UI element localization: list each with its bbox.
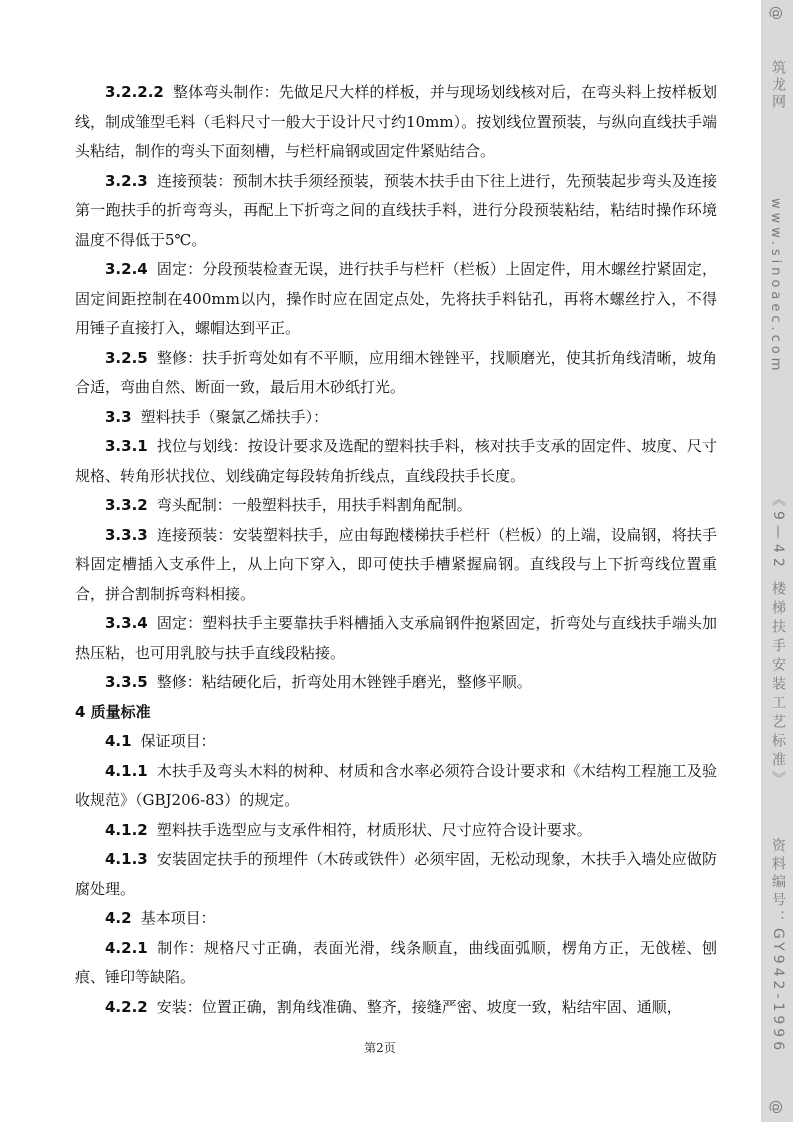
- paragraph: [75, 255, 717, 344]
- sidebar-site-name: 筑龙网: [770, 60, 786, 111]
- clause-text: 安装固定扶手的预埋件（木砖或铁件）必须牢固，无松动现象，木扶手入墙处应做防腐处理。: [75, 850, 717, 898]
- clause-number: 4.1.2: [105, 820, 148, 839]
- clause-text: 弯头配制：一般塑料扶手，用扶手料割角配制。: [156, 496, 472, 514]
- clause-text: 整体弯头制作：先做足尺大样的样板，并与现场划线核对后，在弯头料上按样板划线，制成雏型毛料（毛料尺寸一般大于设计尺寸约10mm）。按划线位置预装，与纵向直线扶手端头粘结，制作的弯头下面刻槽，与栏杆扁钢或固定件紧贴结合。: [75, 83, 717, 160]
- sidebar-at-top: @: [768, 6, 784, 23]
- clause-number: 3.2.3: [105, 171, 148, 190]
- section-heading-4: 4 质量标准: [75, 702, 151, 721]
- clause-text: 塑料扶手（聚氯乙烯扶手）：: [140, 407, 329, 426]
- paragraph: [75, 609, 717, 668]
- page-number: 第2页: [364, 1041, 396, 1055]
- clause-number: 4.2: [105, 909, 132, 927]
- sidebar-at-bottom: @: [768, 1100, 784, 1117]
- paragraph: [75, 727, 717, 757]
- clause-number: 3.3.1: [105, 437, 148, 455]
- paragraph: [75, 816, 717, 846]
- document-body: [75, 78, 717, 1022]
- sidebar-doc-title: 《9—42 楼梯扶手安装工艺标准》: [770, 492, 786, 791]
- clause-number: 4.1: [105, 732, 132, 750]
- paragraph: [75, 904, 717, 934]
- clause-number: 4.2.1: [105, 938, 148, 957]
- clause-number: 3.3.4: [105, 614, 148, 632]
- watermark-sidebar: [761, 0, 793, 1122]
- paragraph: [75, 491, 717, 521]
- clause-number: 3.2.2.2: [105, 83, 164, 101]
- clause-text: 木扶手及弯头木料的树种、材质和含水率必须符合设计要求和《木结构工程施工及验收规范》（GBJ206-83）的规定。: [75, 761, 717, 809]
- clause-text: 连接预装：安装塑料扶手，应由每跑楼梯扶手栏杆（栏板）的上端，设扁钢，将扶手料固定槽插入支承件上，从上向下穿入，即可使扶手槽紧握扁钢。直线段与上下折弯线位置重合，拼合割制拆弯料相接。: [75, 525, 717, 603]
- section-3-paragraphs: [75, 78, 717, 698]
- clause-number: 4.1.1: [105, 761, 148, 780]
- paragraph: [75, 668, 717, 698]
- clause-text: 整修：粘结硬化后，折弯处用木锉锉手磨光，整修平顺。: [156, 673, 532, 691]
- clause-text: 连接预装：预制木扶手须经预装，预装木扶手由下往上进行，先预装起步弯头及连接第一跑扶手的折弯弯头，再配上下折弯之间的直线扶手料，进行分段预装粘结，粘结时操作环境温度不得低于5℃。: [75, 171, 717, 249]
- clause-number: 3.2.4: [105, 260, 148, 278]
- clause-text: 固定：分段预装检查无误，进行扶手与栏杆（栏板）上固定件，用木螺丝拧紧固定，固定间距控制在400mm以内，操作时应在固定点处，先将扶手料钻孔，再将木螺丝拧入，不得用锤子直接打入，螺帽达到平正。: [75, 260, 717, 337]
- paragraph: [75, 757, 717, 816]
- clause-text: 塑料扶手选型应与支承件相符，材质形状、尺寸应符合设计要求。: [156, 820, 592, 839]
- clause-text: 安装：位置正确，割角线准确、整齐，接缝严密、坡度一致，粘结牢固、通顺，: [156, 997, 682, 1016]
- paragraph: [75, 78, 717, 167]
- clause-number: 3.3: [105, 407, 132, 426]
- section-4-paragraphs: [75, 727, 717, 1022]
- clause-text: 找位与划线：按设计要求及选配的塑料扶手料，核对扶手支承的固定件、坡度、尺寸规格、转角形状找位、划线确定每段转角折线点，直线段扶手长度。: [75, 437, 717, 485]
- clause-number: 4.1.3: [105, 850, 148, 868]
- paragraph: [75, 403, 717, 433]
- clause-text: 基本项目：: [140, 909, 216, 927]
- clause-text: 固定：塑料扶手主要靠扶手料槽插入支承扁钢件抱紧固定，折弯处与直线扶手端头加热压粘，也可用乳胶与扶手直线段粘接。: [75, 614, 717, 662]
- clause-text: 整修：扶手折弯处如有不平顺，应用细木锉锉平，找顺磨光，使其折角线清晰，坡角合适，弯曲自然、断面一致，最后用木砂纸打光。: [75, 348, 717, 396]
- paragraph: [75, 167, 717, 256]
- sidebar-doc-code: 资料编号：GY942-1996: [770, 838, 786, 1055]
- clause-number: 4.2.2: [105, 997, 148, 1016]
- paragraph: [75, 432, 717, 491]
- paragraph: [75, 845, 717, 904]
- clause-number: 3.2.5: [105, 348, 148, 367]
- paragraph: [75, 344, 717, 403]
- paragraph: [75, 521, 717, 610]
- clause-number: 3.3.2: [105, 496, 148, 514]
- clause-text: 制作：规格尺寸正确，表面光滑，线条顺直，曲线面弧顺，楞角方正，无戗槎、刨痕、锤印等缺陷。: [75, 938, 717, 986]
- clause-number: 3.3.3: [105, 525, 148, 544]
- clause-text: 保证项目：: [140, 732, 216, 750]
- sidebar-url: www.sinoaec.com: [768, 198, 783, 375]
- clause-number: 3.3.5: [105, 673, 148, 691]
- paragraph: [75, 993, 717, 1023]
- paragraph: [75, 934, 717, 993]
